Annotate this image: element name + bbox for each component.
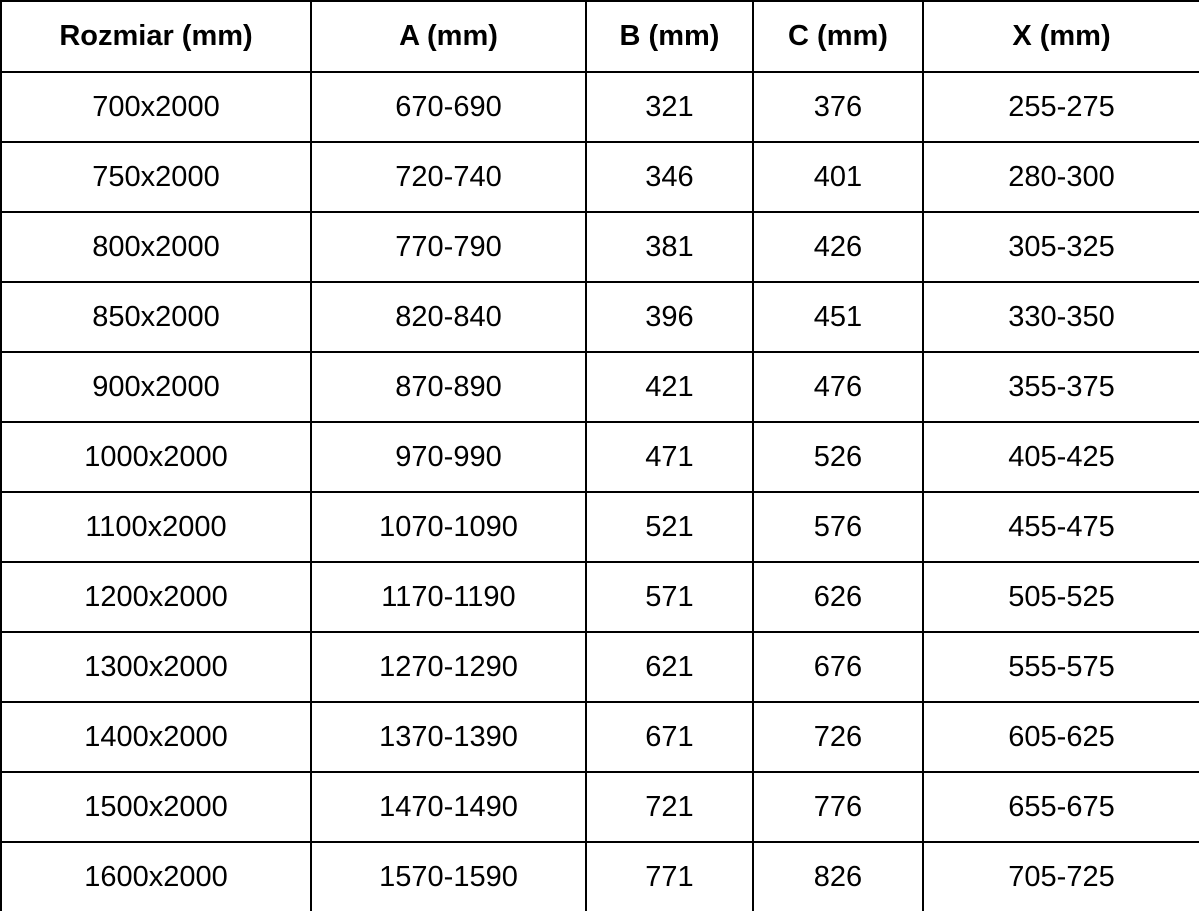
cell: 750x2000 xyxy=(1,142,311,212)
cell: 401 xyxy=(753,142,923,212)
table-row xyxy=(1,842,1199,911)
cell: 626 xyxy=(753,562,923,632)
cell: 850x2000 xyxy=(1,282,311,352)
cell: 381 xyxy=(586,212,753,282)
cell: 1170-1190 xyxy=(311,562,586,632)
cell: 605-625 xyxy=(923,702,1199,772)
cell: 1500x2000 xyxy=(1,772,311,842)
cell: 826 xyxy=(753,842,923,911)
cell: 700x2000 xyxy=(1,72,311,142)
cell: 776 xyxy=(753,772,923,842)
table-row xyxy=(1,562,1199,632)
header-row xyxy=(1,1,1199,72)
cell: 321 xyxy=(586,72,753,142)
table-row xyxy=(1,772,1199,842)
cell: 900x2000 xyxy=(1,352,311,422)
cell: 476 xyxy=(753,352,923,422)
cell: 726 xyxy=(753,702,923,772)
cell: 355-375 xyxy=(923,352,1199,422)
cell: 405-425 xyxy=(923,422,1199,492)
cell: 1100x2000 xyxy=(1,492,311,562)
cell: 970-990 xyxy=(311,422,586,492)
cell: 655-675 xyxy=(923,772,1199,842)
cell: 571 xyxy=(586,562,753,632)
cell: 705-725 xyxy=(923,842,1199,911)
cell: 820-840 xyxy=(311,282,586,352)
column-header: C (mm) xyxy=(753,1,923,72)
table-row xyxy=(1,282,1199,352)
cell: 1400x2000 xyxy=(1,702,311,772)
cell: 451 xyxy=(753,282,923,352)
cell: 305-325 xyxy=(923,212,1199,282)
cell: 471 xyxy=(586,422,753,492)
cell: 505-525 xyxy=(923,562,1199,632)
cell: 330-350 xyxy=(923,282,1199,352)
cell: 1370-1390 xyxy=(311,702,586,772)
cell: 1570-1590 xyxy=(311,842,586,911)
cell: 555-575 xyxy=(923,632,1199,702)
cell: 721 xyxy=(586,772,753,842)
cell: 1600x2000 xyxy=(1,842,311,911)
cell: 521 xyxy=(586,492,753,562)
cell: 671 xyxy=(586,702,753,772)
cell: 1270-1290 xyxy=(311,632,586,702)
cell: 676 xyxy=(753,632,923,702)
cell: 720-740 xyxy=(311,142,586,212)
column-header: Rozmiar (mm) xyxy=(1,1,311,72)
table-row xyxy=(1,72,1199,142)
column-header: X (mm) xyxy=(923,1,1199,72)
cell: 771 xyxy=(586,842,753,911)
cell: 800x2000 xyxy=(1,212,311,282)
cell: 870-890 xyxy=(311,352,586,422)
table-row xyxy=(1,632,1199,702)
table-row xyxy=(1,702,1199,772)
cell: 1470-1490 xyxy=(311,772,586,842)
column-header: B (mm) xyxy=(586,1,753,72)
cell: 576 xyxy=(753,492,923,562)
cell: 526 xyxy=(753,422,923,492)
cell: 280-300 xyxy=(923,142,1199,212)
cell: 426 xyxy=(753,212,923,282)
cell: 255-275 xyxy=(923,72,1199,142)
cell: 1300x2000 xyxy=(1,632,311,702)
cell: 346 xyxy=(586,142,753,212)
cell: 396 xyxy=(586,282,753,352)
cell: 1200x2000 xyxy=(1,562,311,632)
cell: 1070-1090 xyxy=(311,492,586,562)
cell: 621 xyxy=(586,632,753,702)
cell: 455-475 xyxy=(923,492,1199,562)
column-header: A (mm) xyxy=(311,1,586,72)
cell: 670-690 xyxy=(311,72,586,142)
cell: 770-790 xyxy=(311,212,586,282)
table-row xyxy=(1,212,1199,282)
table-row xyxy=(1,142,1199,212)
table-row xyxy=(1,352,1199,422)
cell: 1000x2000 xyxy=(1,422,311,492)
cell: 376 xyxy=(753,72,923,142)
table-row xyxy=(1,492,1199,562)
table-row xyxy=(1,422,1199,492)
cell: 421 xyxy=(586,352,753,422)
